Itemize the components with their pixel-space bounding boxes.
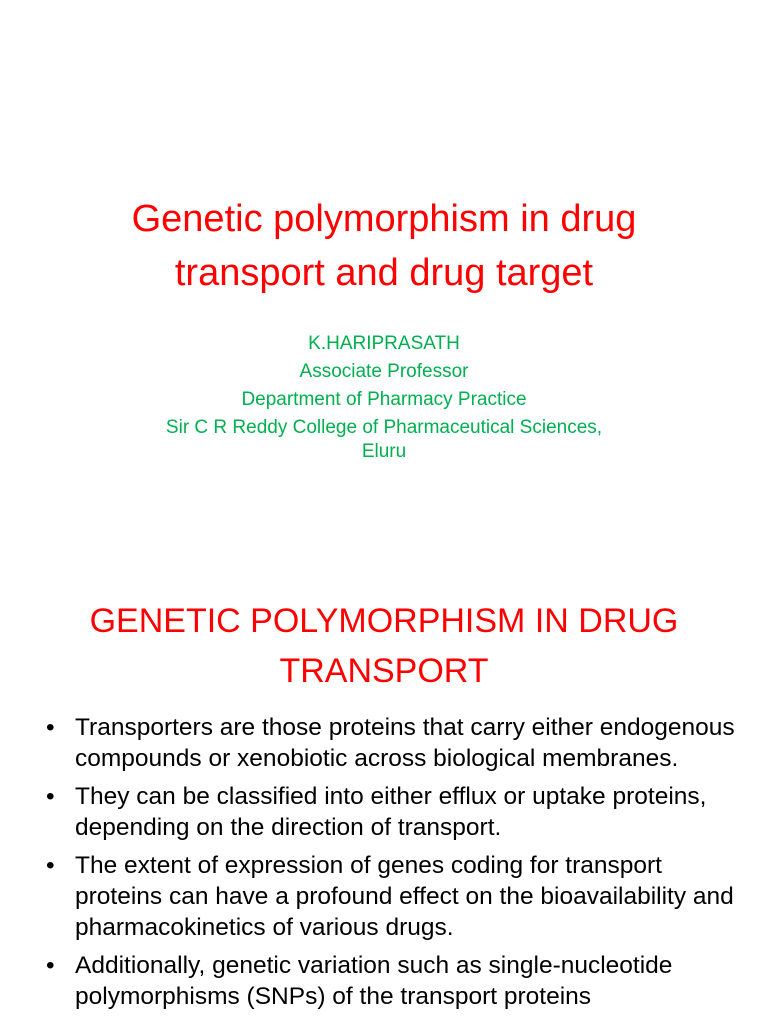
author-city: Eluru [361,441,407,462]
author-institution: Sir C R Reddy College of Pharmaceutical Sciences, [165,417,603,438]
section-title-line-1: GENETIC POLYMORPHISM IN DRUG [89,602,679,640]
author-position: Associate Professor [299,361,469,382]
slide-title [40,192,728,300]
slide-title-line-2: transport and drug target [174,252,594,294]
bullet-text: The extent of expression of genes coding for transport proteins can have a profound effect on the bioavailability and pharmacokinetics of various drugs. [75,852,734,941]
bullet-list [46,712,736,1019]
bullet-text: Transporters are those proteins that carry either endogenous compounds or xenobiotic across biological membranes. [75,714,735,772]
bullet-item [46,712,736,774]
bullet-item [46,850,736,943]
bullet-item [46,781,736,843]
bullet-item [46,950,736,1012]
bullet-text: They can be classified into either efflux or uptake proteins, depending on the direction of transport. [75,783,707,841]
section-title-line-2: TRANSPORT [279,652,489,690]
bullet-text: Additionally, genetic variation such as single-nucleotide polymorphisms (SNPs) of the transport proteins [75,952,673,1010]
bullet-point-icon: • [46,714,55,741]
slide-title-line-1: Genetic polymorphism in drug [131,198,637,240]
author-name: K.HARIPRASATH [308,333,460,354]
author-block [100,330,668,462]
author-department: Department of Pharmacy Practice [241,389,527,410]
bullet-point-icon: • [46,783,55,810]
content-slide [0,576,768,1024]
bullet-point-icon: • [46,852,55,879]
section-title [30,596,738,696]
bullet-point-icon: • [46,952,55,979]
